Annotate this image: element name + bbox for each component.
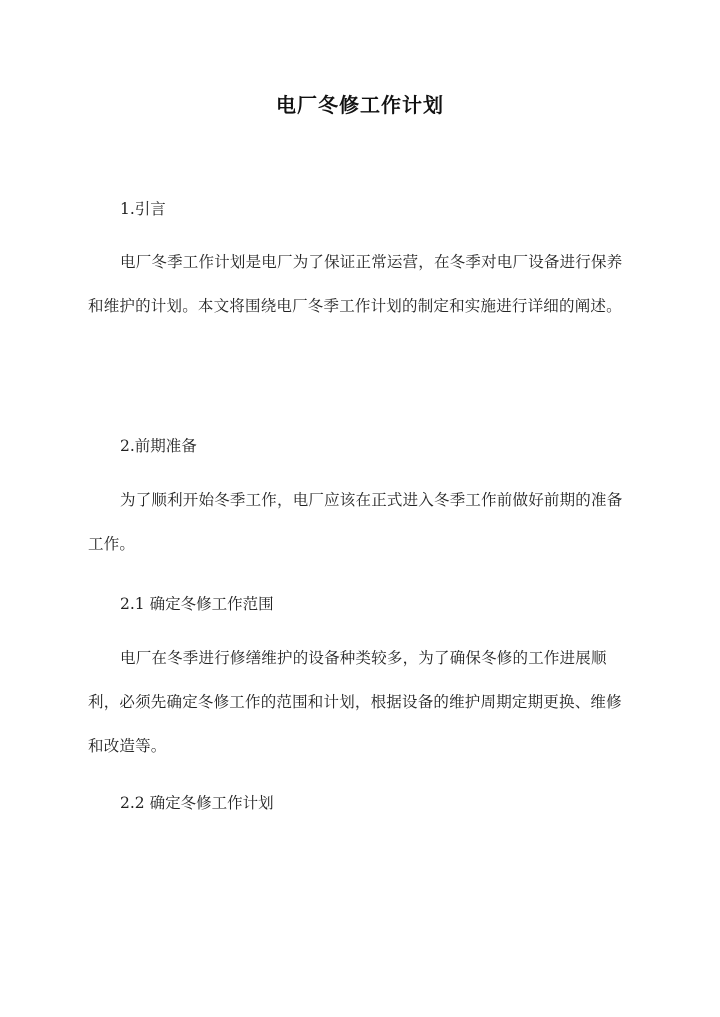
section-heading-plan: 2.2 确定冬修工作计划	[120, 794, 274, 812]
section-paragraph-preparation: 为了顺利开始冬季工作，电厂应该在正式进入冬季工作前做好前期的准备工作。	[88, 491, 623, 553]
section-heading-preparation: 2.前期准备	[120, 437, 197, 455]
section-heading-scope: 2.1 确定冬修工作范围	[120, 595, 274, 613]
section-paragraph-introduction: 电厂冬季工作计划是电厂为了保证正常运营，在冬季对电厂设备进行保养和维护的计划。本文将围绕电厂冬季工作计划的制定和实施进行详细的阐述。	[88, 253, 623, 315]
section-paragraph-scope: 电厂在冬季进行修缮维护的设备种类较多，为了确保冬修的工作进展顺利，必须先确定冬修工作的范围和计划，根据设备的维护周期定期更换、维修和改造等。	[88, 649, 622, 755]
section-heading-introduction: 1.引言	[120, 200, 166, 218]
document-title: 电厂冬修工作计划	[276, 93, 444, 117]
